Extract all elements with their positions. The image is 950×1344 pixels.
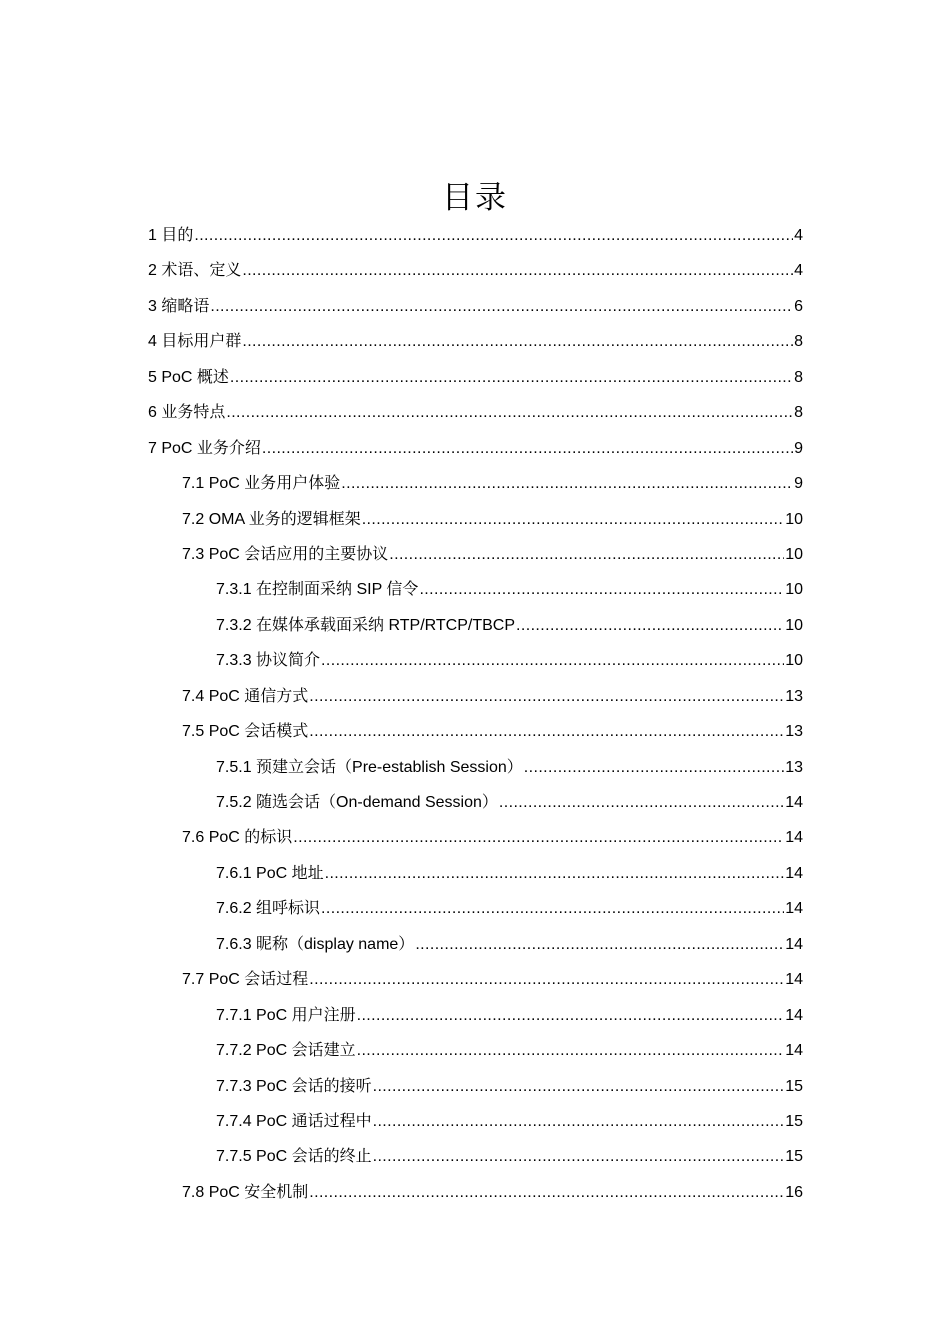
toc-entry-text: 7.6 PoC 的标识 xyxy=(182,829,293,847)
toc-entry-text: 7.2 OMA 业务的逻辑框架 xyxy=(182,510,361,528)
toc-entry-text: 7.7.4 PoC 通话过程中 xyxy=(216,1112,372,1130)
toc-entry[interactable] xyxy=(148,360,803,395)
toc-page-number: 4 xyxy=(794,227,803,244)
toc-page-number: 10 xyxy=(785,545,803,563)
toc-dot-leader xyxy=(415,927,784,962)
toc-page-number: 15 xyxy=(785,1077,803,1095)
toc-entry-text: 7.3.2 在媒体承载面采纳 RTP/RTCP/TBCP xyxy=(216,616,516,634)
toc-entry-text: 7.3 PoC 会话应用的主要协议 xyxy=(182,545,389,563)
toc-entry-text: 7.5.1 预建立会话（Pre-establish Session） xyxy=(216,758,523,776)
toc-dot-leader xyxy=(419,572,784,607)
toc-page-number: 14 xyxy=(785,935,803,953)
toc-dot-leader xyxy=(389,537,784,572)
toc-entry[interactable] xyxy=(148,395,803,430)
toc-entry[interactable] xyxy=(148,431,803,466)
toc-page-number: 16 xyxy=(785,1183,803,1201)
toc-entry-text: 7.3.1 在控制面采纳 SIP 信令 xyxy=(216,581,419,599)
toc-entry[interactable] xyxy=(216,927,803,962)
toc-dot-leader xyxy=(262,431,793,466)
toc-page-number: 14 xyxy=(785,1006,803,1024)
toc-entry-text: 5 PoC 概述 xyxy=(148,368,229,386)
toc-list xyxy=(0,218,950,1210)
toc-entry[interactable] xyxy=(148,218,803,253)
toc-entry[interactable] xyxy=(216,856,803,891)
toc-entry-text: 7.1 PoC 业务用户体验 xyxy=(182,475,341,493)
toc-entry-text: 7.7 PoC 会话过程 xyxy=(182,971,309,989)
toc-entry-text: 7.6.2 组呼标识 xyxy=(216,900,321,918)
toc-dot-leader xyxy=(309,679,784,714)
toc-entry-text: 7 PoC 业务介绍 xyxy=(148,439,261,457)
toc-dot-leader xyxy=(499,785,784,820)
toc-entry[interactable] xyxy=(182,502,803,537)
toc-entry[interactable] xyxy=(148,289,803,324)
toc-dot-leader xyxy=(242,253,793,288)
toc-title: 目录 xyxy=(442,180,508,216)
toc-dot-leader xyxy=(194,218,793,253)
toc-dot-leader xyxy=(524,750,784,785)
toc-page-number: 10 xyxy=(785,652,803,670)
toc-entry-text: 3 缩略语 xyxy=(148,297,210,315)
toc-entry[interactable] xyxy=(216,1069,803,1104)
toc-dot-leader xyxy=(309,962,784,997)
toc-entry[interactable] xyxy=(182,466,803,501)
toc-entry[interactable] xyxy=(216,1139,803,1174)
toc-dot-leader xyxy=(230,360,793,395)
toc-entry[interactable] xyxy=(216,608,803,643)
toc-page-number: 8 xyxy=(794,404,803,422)
toc-entry-text: 7.6.3 昵称（display name） xyxy=(216,935,415,953)
toc-entry-text: 7.7.3 PoC 会话的接听 xyxy=(216,1077,372,1095)
toc-page-number: 14 xyxy=(785,900,803,918)
toc-page-number: 14 xyxy=(785,1042,803,1060)
toc-page-number: 14 xyxy=(785,864,803,882)
toc-dot-leader xyxy=(373,1104,785,1139)
toc-page-number: 10 xyxy=(785,616,803,634)
toc-entry-text: 7.7.5 PoC 会话的终止 xyxy=(216,1148,372,1166)
toc-page-number: 14 xyxy=(785,829,803,847)
toc-page-number: 6 xyxy=(794,297,803,315)
toc-page-number: 13 xyxy=(785,723,803,741)
toc-dot-leader xyxy=(357,1033,785,1068)
toc-page-number: 8 xyxy=(794,368,803,386)
toc-entry[interactable] xyxy=(216,750,803,785)
toc-entry-text: 1 目的 xyxy=(148,227,194,244)
toc-entry-text: 6 业务特点 xyxy=(148,404,226,422)
toc-page-number: 13 xyxy=(785,687,803,705)
toc-dot-leader xyxy=(516,608,784,643)
toc-entry[interactable] xyxy=(182,714,803,749)
toc-entry[interactable] xyxy=(216,785,803,820)
toc-entry[interactable] xyxy=(216,891,803,926)
toc-entry[interactable] xyxy=(148,324,803,359)
toc-entry-text: 7.5.2 随选会话（On-demand Session） xyxy=(216,794,498,811)
toc-dot-leader xyxy=(321,643,784,678)
toc-dot-leader xyxy=(373,1139,785,1174)
toc-page-number: 15 xyxy=(785,1148,803,1166)
toc-entry-text: 7.3.3 协议简介 xyxy=(216,652,321,670)
toc-entry[interactable] xyxy=(216,572,803,607)
toc-dot-leader xyxy=(341,466,793,501)
toc-dot-leader xyxy=(362,502,785,537)
toc-dot-leader xyxy=(309,714,784,749)
toc-entry-text: 7.8 PoC 安全机制 xyxy=(182,1183,309,1201)
toc-entry-text: 7.4 PoC 通信方式 xyxy=(182,687,309,705)
toc-entry[interactable] xyxy=(182,962,803,997)
toc-page-number: 4 xyxy=(794,262,803,280)
toc-dot-leader xyxy=(325,856,785,891)
toc-page-number: 13 xyxy=(785,758,803,776)
toc-page-number: 8 xyxy=(794,333,803,351)
toc-entry[interactable] xyxy=(182,1175,803,1210)
toc-page-number: 10 xyxy=(785,510,803,528)
toc-dot-leader xyxy=(321,891,784,926)
toc-dot-leader xyxy=(357,998,785,1033)
toc-page-number: 9 xyxy=(794,475,803,493)
toc-entry[interactable] xyxy=(182,679,803,714)
toc-dot-leader xyxy=(226,395,793,430)
toc-entry-text: 4 目标用户群 xyxy=(148,333,242,351)
toc-entry-text: 7.6.1 PoC 地址 xyxy=(216,864,324,882)
toc-entry[interactable] xyxy=(216,1104,803,1139)
toc-dot-leader xyxy=(373,1069,785,1104)
toc-entry[interactable] xyxy=(216,998,803,1033)
toc-page-number: 10 xyxy=(785,581,803,599)
toc-dot-leader xyxy=(242,324,793,359)
toc-page-number: 14 xyxy=(785,971,803,989)
toc-entry-text: 7.7.2 PoC 会话建立 xyxy=(216,1042,356,1060)
toc-entry[interactable] xyxy=(148,253,803,288)
toc-entry[interactable] xyxy=(216,643,803,678)
toc-entry-text: 7.5 PoC 会话模式 xyxy=(182,723,309,741)
toc-entry-text: 2 术语、定义 xyxy=(148,262,242,280)
toc-page-number: 9 xyxy=(794,439,803,457)
toc-page-number: 15 xyxy=(785,1112,803,1130)
toc-entry[interactable] xyxy=(182,537,803,572)
toc-entry[interactable] xyxy=(182,820,803,855)
toc-page-number: 14 xyxy=(785,794,803,811)
toc-entry-text: 7.7.1 PoC 用户注册 xyxy=(216,1006,356,1024)
toc-dot-leader xyxy=(210,289,793,324)
toc-dot-leader xyxy=(309,1175,784,1210)
toc-entry[interactable] xyxy=(216,1033,803,1068)
toc-dot-leader xyxy=(293,820,784,855)
